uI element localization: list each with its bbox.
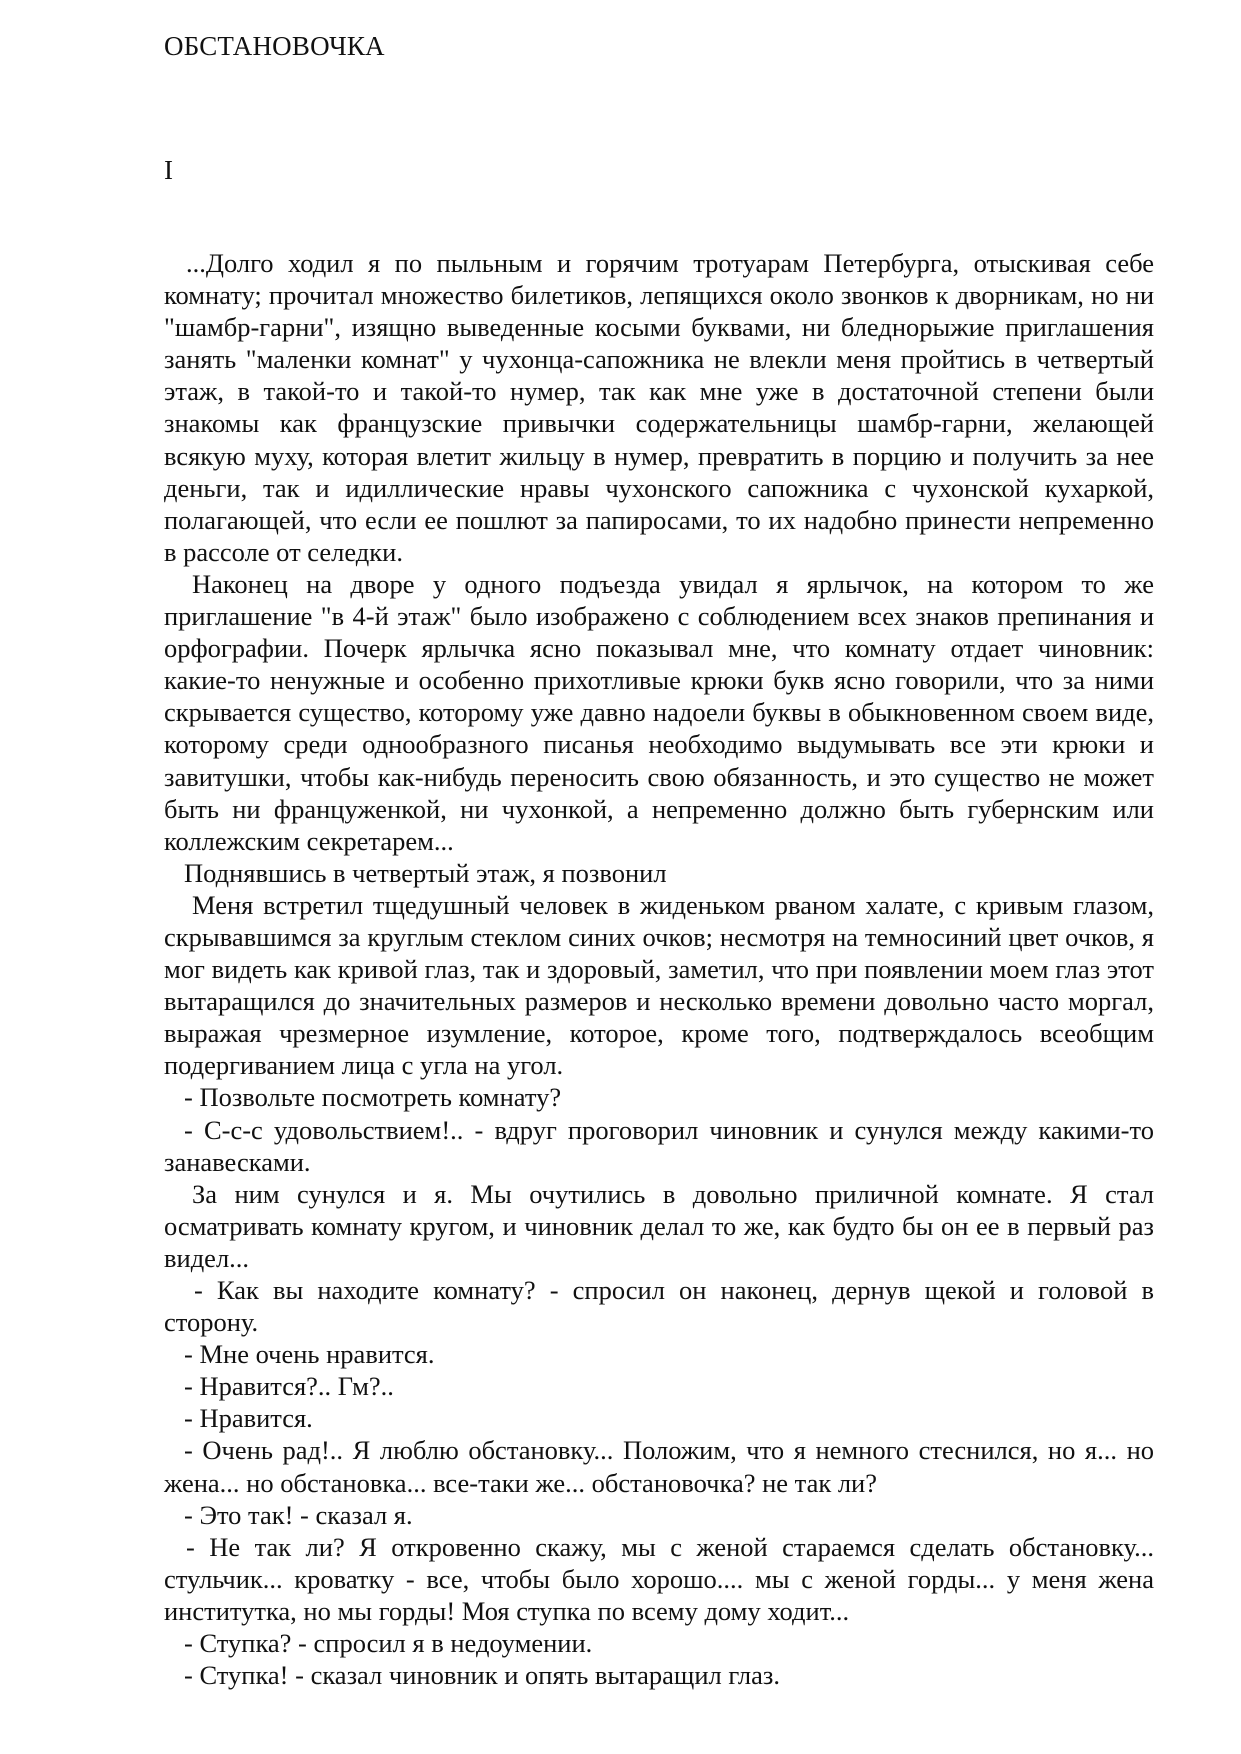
dialogue-line: - Нравится. bbox=[184, 1403, 313, 1434]
paragraph: За ним сунулся и я. Мы очутились в довольно приличной комнате. Я стал осматривать комнату кругом, и чиновник делал то же, как будто бы он ее в первый раз видел... bbox=[164, 1178, 1154, 1273]
chapter-number: I bbox=[164, 155, 173, 185]
dialogue-line: - Ступка! - сказал чиновник и опять вытаращил глаз. bbox=[184, 1660, 780, 1691]
paragraph: ...Долго ходил я по пыльным и горячим тротуарам Петербурга, отыскивая себе комнату; прочитал множество билетиков, лепящихся около звонков к дворникам, но ни "шамбр-гарни", изящно выведенные косыми буквами, ни бледнорыжие приглашения занять "маленки комнат" у чухонца-сапожника не влекли меня пройтись в четвертый этаж, в такой-то и такой-то нумер, так как мне уже в достаточной степени были знакомы как французские привычки содержательницы шамбр-гарни, желающей всякую муху, которая влетит жильцу в нумер, превратить в порцию и получить за нее деньги, так и идиллические нравы чухонского сапожника с чухонской кухаркой, полагающей, что если ее пошлют за папиросами, то их надобно принести непременно в рассоле от селедки. bbox=[164, 248, 1154, 567]
dialogue-line: - Мне очень нравится. bbox=[184, 1339, 435, 1370]
dialogue-line: - Как вы находите комнату? - спросил он наконец, дернув щекой и головой в сторону. bbox=[164, 1275, 1154, 1338]
dialogue-line: - Позвольте посмотреть комнату? bbox=[184, 1082, 562, 1113]
paragraph: Поднявшись в четвертый этаж, я позвонил bbox=[184, 857, 667, 888]
document-title: ОБСТАНОВОЧКА bbox=[164, 31, 385, 61]
dialogue-line: - Очень рад!.. Я люблю обстановку... Положим, что я немного стеснился, но я... но жена... но обстановка... все-таки же... обстановочка? не так ли? bbox=[164, 1435, 1154, 1498]
dialogue-line: - Не так ли? Я откровенно скажу, мы с женой стараемся сделать обстановку... стульчик... кроватку - все, чтобы было хорошо.... мы с женой горды... у меня жена институтка, но мы горды! Моя ступка по всему дому ходит... bbox=[164, 1531, 1154, 1626]
dialogue-line: - С-с-с удовольствием!.. - вдруг проговорил чиновник и сунулся между какими-то занавесками. bbox=[164, 1114, 1154, 1177]
paragraph: Наконец на дворе у одного подъезда увидал я ярлычок, на котором то же приглашение "в 4-й этаж" было изображено с соблюдением всех знаков препинания и орфографии. Почерк ярлычка ясно показывал мне, что комнату отдает чиновник: какие-то ненужные и особенно прихотливые крюки букв ясно говорили, что за ними скрывается существо, которому уже давно надоели буквы в обыкновенном своем виде, которому среди однообразного писанья необходимо выдумывать все эти крюки и завитушки, чтобы как-нибудь переносить свою обязанность, и это существо не может быть ни француженкой, ни чухонкой, а непременно должно быть губернским или коллежским секретарем... bbox=[164, 568, 1154, 856]
dialogue-line: - Это так! - сказал я. bbox=[184, 1499, 413, 1530]
paragraph: Меня встретил тщедушный человек в жиденьком рваном халате, с кривым глазом, скрывавшимся за круглым стеклом синих очков; несмотря на темносиний цвет очков, я мог видеть как кривой глаз, так и здоровый, заметил, что при появлении моем глаз этот вытаращился до значительных размеров и несколько времени довольно часто моргал, выражая чрезмерное изумление, которое, кроме того, подтверждалось всеобщим подергиванием лица с угла на угол. bbox=[164, 889, 1154, 1081]
document-body bbox=[164, 247, 1154, 1691]
dialogue-line: - Нравится?.. Гм?.. bbox=[184, 1371, 394, 1402]
dialogue-line: - Ступка? - спросил я в недоумении. bbox=[184, 1628, 593, 1659]
